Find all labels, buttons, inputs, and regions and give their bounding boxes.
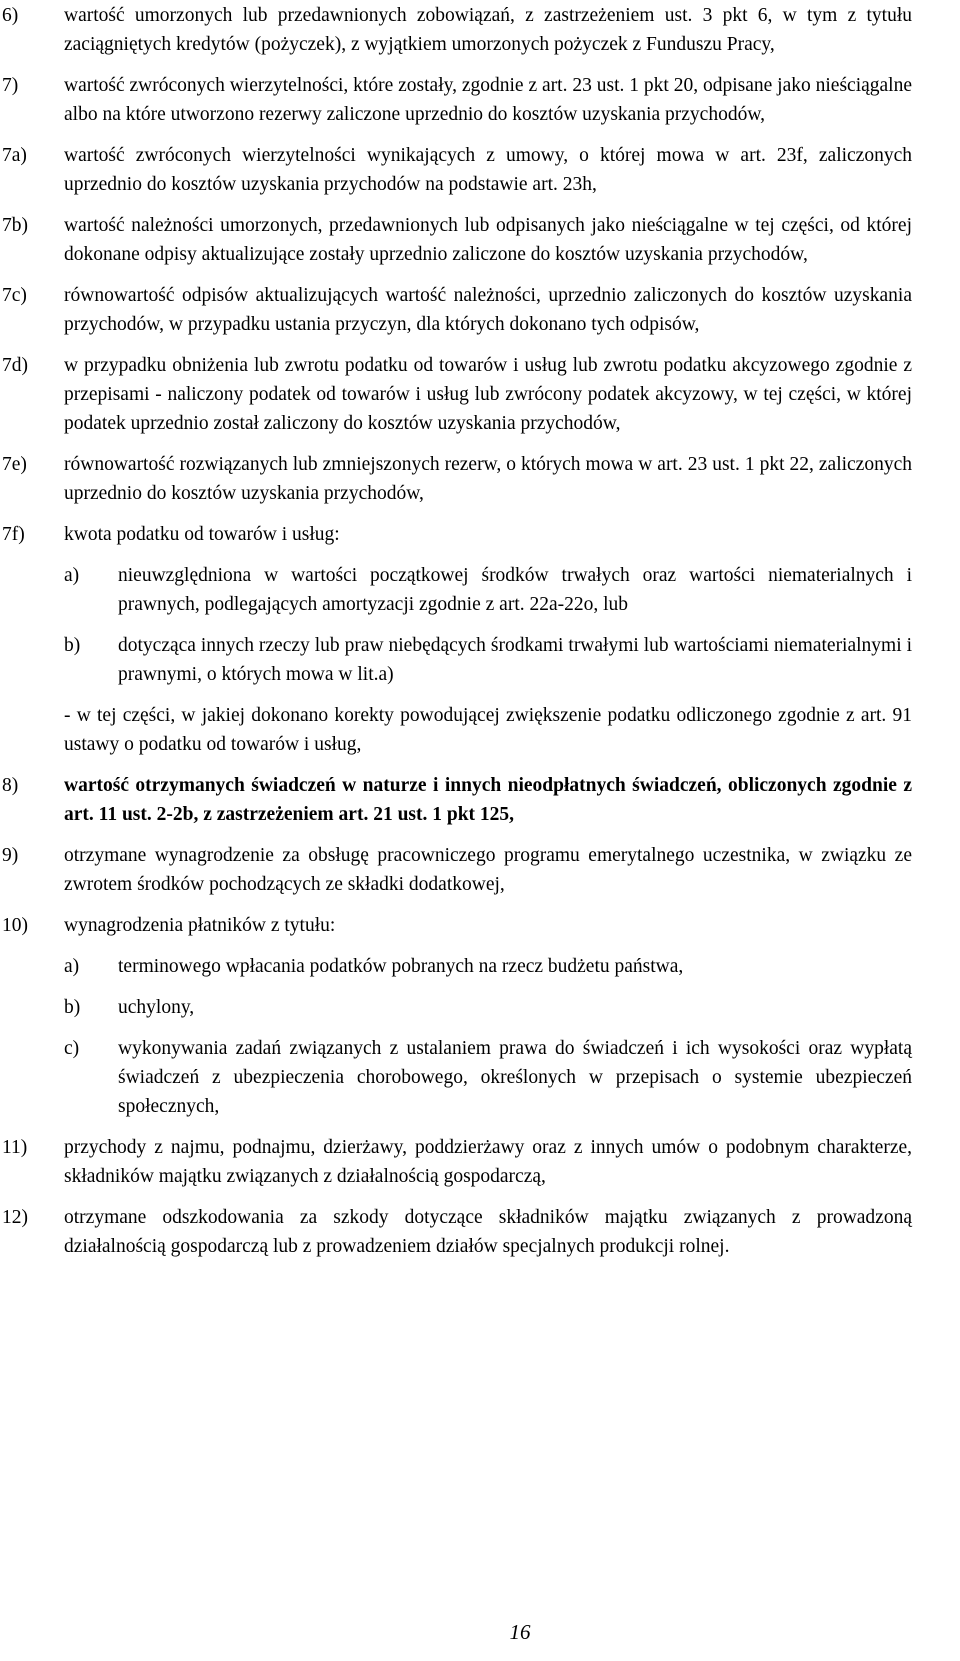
item-number: 7b): [2, 215, 28, 236]
list-item-7b: [0, 211, 960, 269]
item-text: wartość należności umorzonych, przedawnionych lub odpisanych jako nieściągalne w tej części, od której dokonane odpisy aktualizujące zostały uprzednio zaliczone do kosztów uzyskania przychodów,: [64, 215, 912, 265]
sub-item-7f-a: [0, 561, 960, 619]
list-item-7a: [0, 141, 960, 199]
sub-item-text: uchylony,: [118, 997, 195, 1018]
sub-item-text: terminowego wpłacania podatków pobranych na rzecz budżetu państwa,: [118, 956, 684, 977]
item-text: kwota podatku od towarów i usług:: [64, 524, 340, 545]
item-7f-continuation: - w tej części, w jakiej dokonano korekty powodującej zwiększenie podatku odliczonego zgodnie z art. 91 ustawy o podatku od towarów i usług,: [64, 705, 912, 755]
sub-item-letter: c): [64, 1038, 80, 1059]
item-number: 7c): [2, 285, 27, 306]
item-text: wynagrodzenia płatników z tytułu:: [64, 915, 336, 936]
sub-item-7f-b: [0, 631, 960, 689]
item-number: 6): [2, 5, 19, 26]
sub-item-10-b: [0, 993, 960, 1022]
item-text: otrzymane wynagrodzenie za obsługę pracowniczego programu emerytalnego uczestnika, w związku ze zwrotem środków pochodzących ze składki dodatkowej,: [64, 845, 912, 895]
list-item-10: [0, 911, 960, 940]
list-item-7c: [0, 281, 960, 339]
list-item-6: [0, 1, 960, 59]
sub-item-letter: a): [64, 956, 80, 977]
item-text: wartość otrzymanych świadczeń w naturze i innych nieodpłatnych świadczeń, obliczonych zgodnie z art. 11 ust. 2-2b, z zastrzeżeniem art. 21 ust. 1 pkt 125,: [64, 775, 912, 825]
list-item-8: [0, 771, 960, 829]
item-number: 11): [2, 1137, 28, 1158]
list-item-7e: [0, 450, 960, 508]
item-text: wartość umorzonych lub przedawnionych zobowiązań, z zastrzeżeniem ust. 3 pkt 6, w tym z tytułu zaciągniętych kredytów (pożyczek), z wyjątkiem umorzonych pożyczek z Funduszu Pracy,: [64, 5, 912, 55]
sub-item-10-a: [0, 952, 960, 981]
item-number: 8): [2, 775, 19, 796]
item-text: otrzymane odszkodowania za szkody dotyczące składników majątku związanych z prowadzoną działalnością gospodarczą lub z prowadzeniem działów specjalnych produkcji rolnej.: [64, 1207, 912, 1257]
sub-item-letter: a): [64, 565, 80, 586]
item-number: 7e): [2, 454, 27, 475]
sub-item-letter: b): [64, 635, 81, 656]
item-text: wartość zwróconych wierzytelności wynikających z umowy, o której mowa w art. 23f, zaliczonych uprzednio do kosztów uzyskania przychodów na podstawie art. 23h,: [64, 145, 912, 195]
sub-item-text: wykonywania zadań związanych z ustalaniem prawa do świadczeń i ich wysokości oraz wypłatą świadczeń z ubezpieczenia chorobowego, określonych w przepisach o systemie ubezpieczeń społecznych,: [118, 1038, 912, 1117]
sub-item-letter: b): [64, 997, 81, 1018]
list-item-7: [0, 71, 960, 129]
list-item-9: [0, 841, 960, 899]
item-text: w przypadku obniżenia lub zwrotu podatku od towarów i usług lub zwrotu podatku akcyzowego zgodnie z przepisami - naliczony podatek od towarów i usług lub zwrócony podatek akcyzowy, w tej części, w której podatek uprzednio został zaliczony do kosztów uzyskania przychodów,: [64, 355, 912, 434]
list-item-12: [0, 1203, 960, 1261]
page-number: 16: [509, 1620, 531, 1644]
item-number: 10): [2, 915, 28, 936]
item-text: wartość zwróconych wierzytelności, które zostały, zgodnie z art. 23 ust. 1 pkt 20, odpisane jako nieściągalne albo na które utworzono rezerwy zaliczone uprzednio do kosztów uzyskania przychodów,: [64, 75, 912, 125]
item-text: przychody z najmu, podnajmu, dzierżawy, poddzierżawy oraz z innych umów o podobnym charakterze, składników majątku związanych z działalnością gospodarczą,: [64, 1137, 912, 1187]
list-item-7d: [0, 351, 960, 438]
item-number: 7f): [2, 524, 25, 545]
sub-item-text: nieuwzględniona w wartości początkowej środków trwałych oraz wartości niematerialnych i prawnych, podlegających amortyzacji zgodnie z art. 22a-22o, lub: [118, 565, 912, 615]
document-page: [0, 1, 960, 1261]
item-number: 7d): [2, 355, 28, 376]
item-number: 9): [2, 845, 19, 866]
item-number: 12): [2, 1207, 28, 1228]
sub-item-10-c: [0, 1034, 960, 1121]
item-number: 7): [2, 75, 19, 96]
list-item-7f: [0, 520, 960, 549]
item-text: równowartość rozwiązanych lub zmniejszonych rezerw, o których mowa w art. 23 ust. 1 pkt 22, zaliczonych uprzednio do kosztów uzyskania przychodów,: [64, 454, 912, 504]
sub-item-text: dotycząca innych rzeczy lub praw niebędących środkami trwałymi lub wartościami niematerialnymi i prawnymi, o których mowa w lit.a): [118, 635, 912, 685]
item-text: równowartość odpisów aktualizujących wartość należności, uprzednio zaliczonych do kosztów uzyskania przychodów, w przypadku ustania przyczyn, dla których dokonano tych odpisów,: [64, 285, 912, 335]
list-item-11: [0, 1133, 960, 1191]
item-number: 7a): [2, 145, 27, 166]
